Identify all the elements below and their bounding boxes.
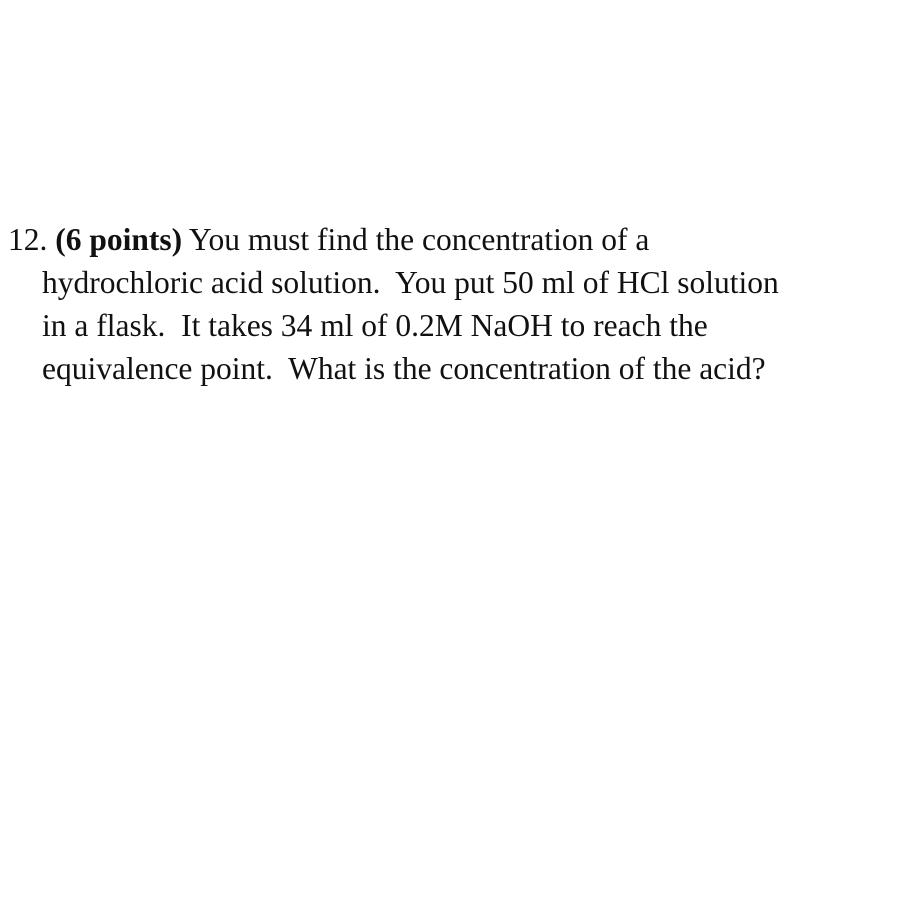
points-label: (6 points): [55, 222, 183, 257]
question-text-1: You must find the concentration of a: [188, 222, 650, 257]
question-block: [8, 218, 913, 390]
question-line-2: hydrochloric acid solution. You put 50 ml of HCl solution: [42, 265, 779, 300]
question-line-1: [8, 218, 913, 261]
question-number: 12.: [8, 222, 48, 257]
question-line-3: in a flask. It takes 34 ml of 0.2M NaOH to reach the: [42, 308, 708, 343]
question-line-4: equivalence point. What is the concentration of the acid?: [42, 351, 766, 386]
